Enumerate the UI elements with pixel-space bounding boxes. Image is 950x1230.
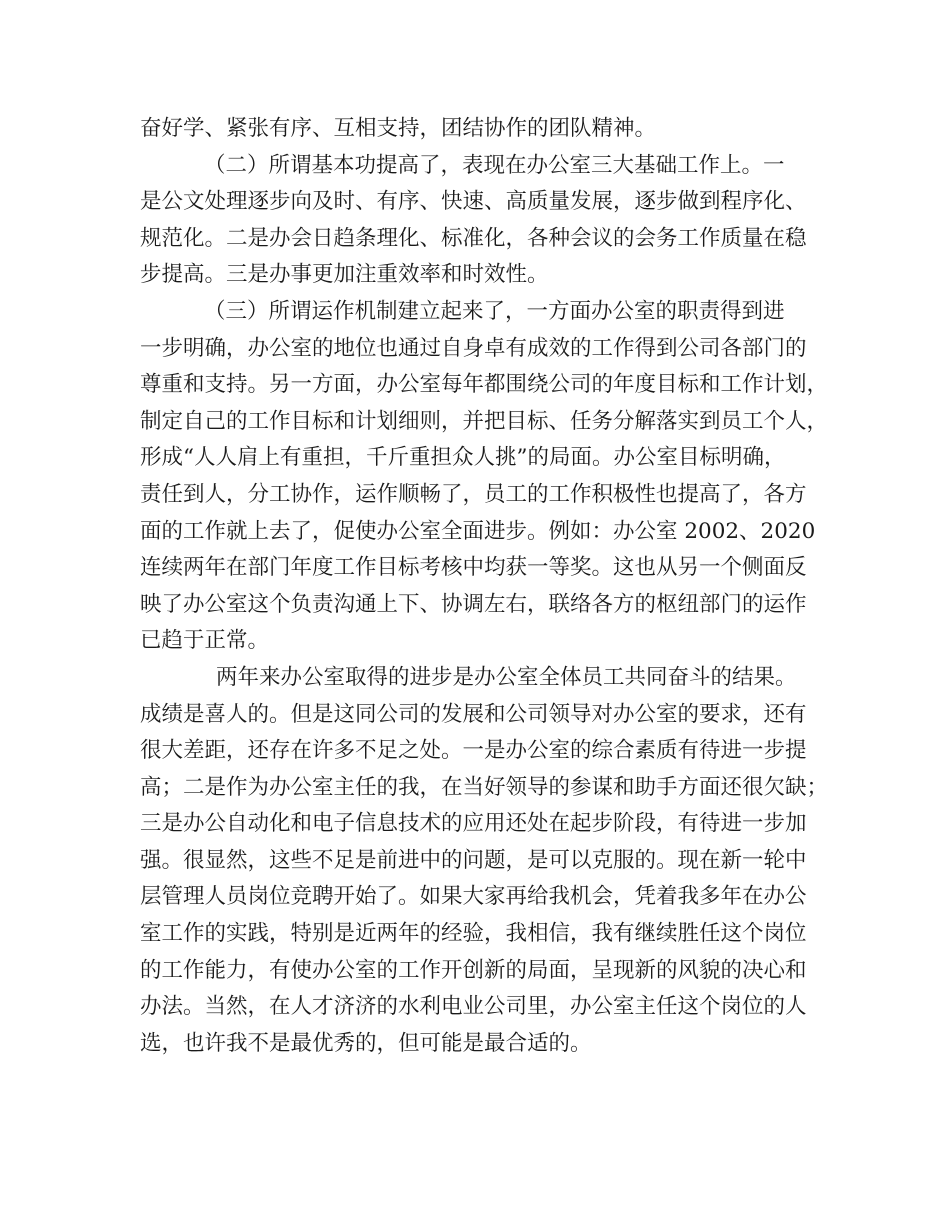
paragraph-start-line: （三）所谓运作机制建立起来了，一方面办公室的职责得到进 — [204, 298, 785, 324]
text-line: 高；二是作为办公室主任的我，在当好领导的参谋和助手方面还很欠缺； — [140, 774, 829, 800]
text-line: 的工作能力，有使办公室的工作开创新的局面，呈现新的风貌的决心和 — [140, 957, 807, 983]
text-line: 是公文处理逐步向及时、有序、快速、高质量发展，逐步做到程序化、 — [140, 189, 807, 215]
paragraph-start-line: （二）所谓基本功提高了，表现在办公室三大基础工作上。一 — [204, 152, 785, 178]
text-line: 一步明确，办公室的地位也通过自身卓有成效的工作得到公司各部门的 — [140, 335, 807, 361]
text-line: 步提高。三是办事更加注重效率和时效性。 — [140, 262, 549, 288]
text-line: 连续两年在部门年度工作目标考核中均获一等奖。这也从另一个侧面反 — [140, 555, 807, 581]
text-line: 制定自己的工作目标和计划细则，并把目标、任务分解落实到员工个人， — [140, 408, 829, 434]
text-line: 室工作的实践，特别是近两年的经验，我相信，我有继续胜任这个岗位 — [140, 921, 807, 947]
text-line: 三是办公自动化和电子信息技术的应用还处在起步阶段，有待进一步加 — [140, 811, 807, 837]
text-line: 很大差距，还存在许多不足之处。一是办公室的综合素质有待进一步提 — [140, 738, 807, 764]
text-line: 面的工作就上去了，促使办公室全面进步。例如：办公室 2002、2020 — [140, 518, 816, 544]
text-line: 层管理人员岗位竞聘开始了。如果大家再给我机会，凭着我多年在办公 — [140, 884, 807, 910]
text-line: 责任到人，分工协作，运作顺畅了，员工的工作积极性也提高了，各方 — [140, 481, 807, 507]
text-line: 形成“人人肩上有重担，千斤重担众人挑”的局面。办公室目标明确， — [140, 445, 786, 471]
text-line: 奋好学、紧张有序、互相支持，团结协作的团队精神。 — [140, 116, 657, 141]
text-line: 已趋于正常。 — [140, 628, 270, 654]
text-line: 映了办公室这个负责沟通上下、协调左右，联络各方的枢纽部门的运作 — [140, 591, 807, 617]
paragraph-start-line: 两年来办公室取得的进步是办公室全体员工共同奋斗的结果。 — [216, 664, 797, 690]
text-line: 强。很显然，这些不足是前进中的问题，是可以克服的。现在新一轮中 — [140, 847, 807, 873]
text-line: 办法。当然，在人才济济的水利电业公司里，办公室主任这个岗位的人 — [140, 994, 807, 1020]
text-line: 尊重和支持。另一方面，办公室每年都围绕公司的年度目标和工作计划， — [140, 372, 829, 398]
body-text — [140, 111, 829, 1062]
text-line: 成绩是喜人的。但是这同公司的发展和公司领导对办公室的要求，还有 — [140, 701, 807, 727]
text-line: 选，也许我不是最优秀的，但可能是最合适的。 — [140, 1030, 592, 1056]
text-line: 规范化。二是办会日趋条理化、标准化，各种会议的会务工作质量在稳 — [140, 225, 807, 251]
